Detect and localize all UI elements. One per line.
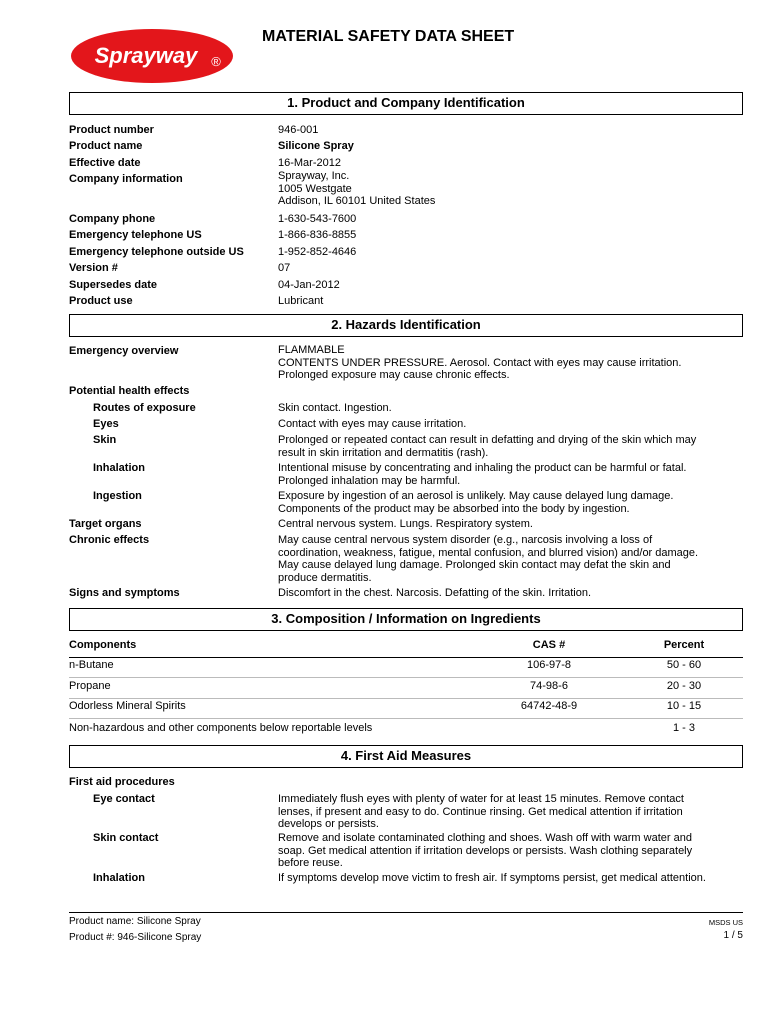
footer-product-number: Product #: 946-Silicone Spray [69, 932, 202, 943]
footer-product-name: Product name: Silicone Spray [69, 916, 201, 927]
registered-icon: ® [211, 54, 221, 69]
section-2-header: 2. Hazards Identification [69, 314, 743, 337]
section-3-header: 3. Composition / Information on Ingredients [69, 608, 743, 631]
logo-text: Sprayway [94, 43, 198, 68]
footer-doc-code: MSDS US [708, 918, 743, 927]
table-row: Non-hazardous and other components below reportable levels 1 - 3 [69, 722, 695, 734]
footer-divider [69, 912, 743, 913]
table-row: Propane 74-98-6 20 - 30 [69, 677, 743, 699]
footer-page-number: 1 / 5 [723, 930, 743, 941]
section-4-header: 4. First Aid Measures [69, 745, 743, 768]
components-table-header: Components CAS # Percent [69, 636, 743, 658]
table-row: n-Butane 106-97-8 50 - 60 [69, 656, 743, 678]
table-row: Odorless Mineral Spirits 64742-48-9 10 - 15 [69, 697, 743, 719]
document-title: MATERIAL SAFETY DATA SHEET [262, 28, 515, 45]
section-1-header: 1. Product and Company Identification [69, 92, 743, 115]
sprayway-logo [70, 28, 234, 84]
